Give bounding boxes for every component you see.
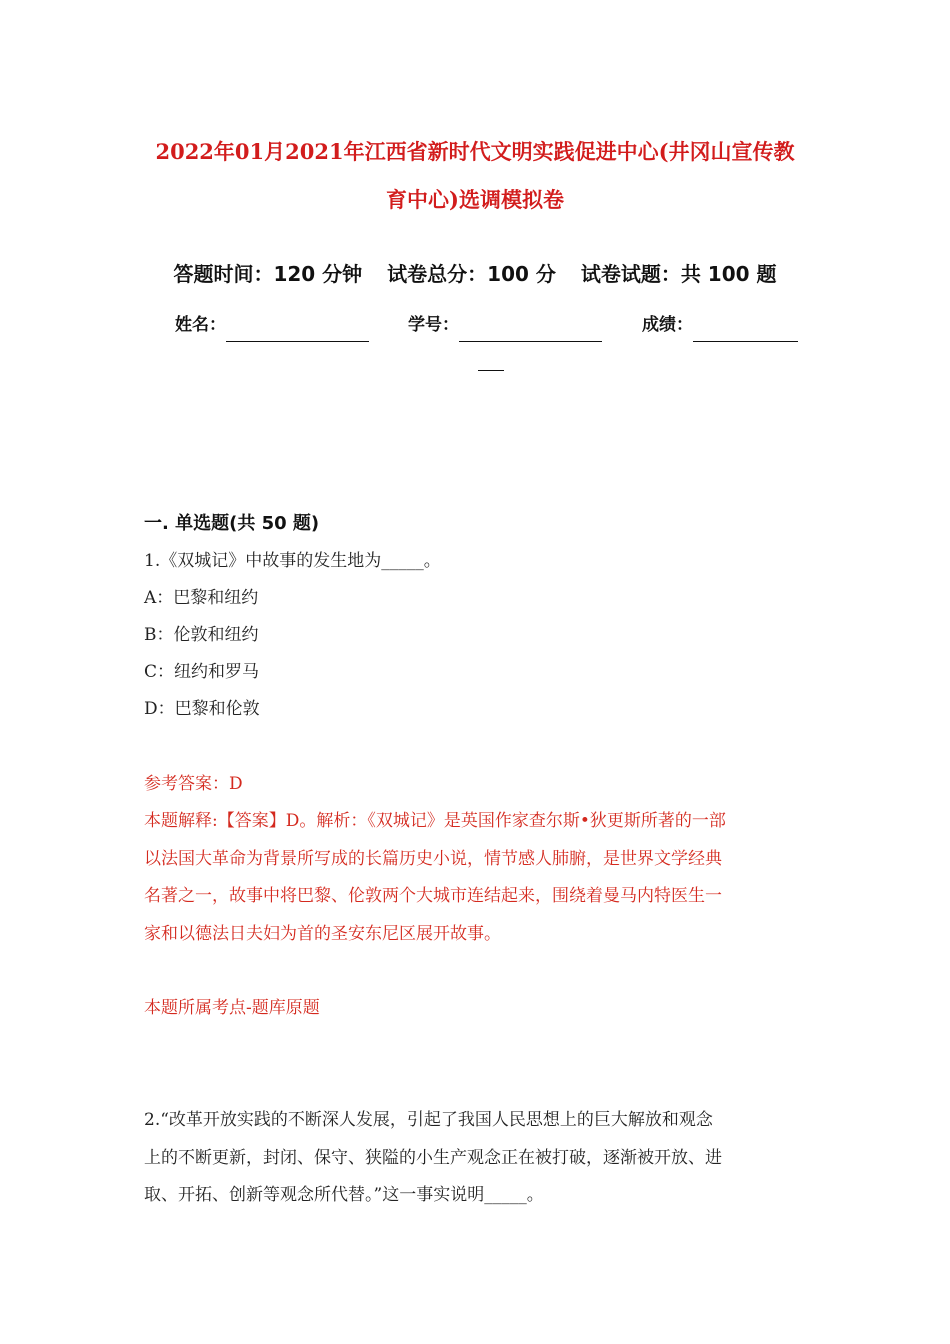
question-2-stem-line-2: 上的不断更新，封闭、保守、狭隘的小生产观念正在被打破，逐渐被开放、进 bbox=[144, 1148, 722, 1168]
student-id-label: 学号： bbox=[408, 315, 459, 335]
student-id-field bbox=[408, 308, 602, 342]
question-1-option-c: C：纽约和罗马 bbox=[144, 662, 260, 682]
question-1-explanation-line-2: 以法国大革命为背景所写成的长篇历史小说，情节感人肺腑，是世界文学经典 bbox=[144, 849, 722, 869]
student-id-blank[interactable] bbox=[459, 319, 602, 342]
question-1-knowledge-point: 本题所属考点-题库原题 bbox=[144, 998, 320, 1018]
question-1-explanation-line-4: 家和以德法日夫妇为首的圣安东尼区展开故事。 bbox=[144, 924, 501, 944]
name-blank[interactable] bbox=[226, 319, 369, 342]
question-2-stem-line-3: 取、开拓、创新等观念所代替。”这一事实说明_____。 bbox=[144, 1185, 544, 1205]
question-1-explanation-line-3: 名著之一，故事中将巴黎、伦敦两个大城市连结起来，围绕着曼马内特医生一 bbox=[144, 886, 722, 906]
question-2-stem-line-1: 2.“改革开放实践的不断深人发展，引起了我国人民思想上的巨大解放和观念 bbox=[144, 1110, 713, 1130]
section-heading: 一. 单选题(共 50 题) bbox=[144, 513, 320, 534]
question-1-explanation-line-1: 本题解释:【答案】D。解析：《双城记》是英国作家查尔斯•狄更斯所著的一部 bbox=[144, 811, 726, 831]
question-1-option-d: D：巴黎和伦敦 bbox=[144, 699, 260, 719]
exam-total-score: 试卷总分：100 分 bbox=[387, 262, 556, 286]
score-label: 成绩： bbox=[642, 315, 693, 335]
exam-time: 答题时间：120 分钟 bbox=[173, 262, 363, 286]
name-field bbox=[175, 308, 369, 342]
score-field bbox=[642, 308, 798, 342]
question-1-option-a: A：巴黎和纽约 bbox=[144, 588, 259, 608]
score-blank[interactable] bbox=[693, 319, 798, 342]
question-1-stem: 1.《双城记》中故事的发生地为_____。 bbox=[144, 551, 441, 571]
exam-meta bbox=[100, 256, 850, 292]
exam-question-count: 试卷试题：共 100 题 bbox=[580, 262, 777, 286]
question-1-answer: 参考答案：D bbox=[144, 774, 243, 794]
name-label: 姓名： bbox=[175, 315, 226, 335]
exam-title-line-2: 育中心)选调模拟卷 bbox=[386, 187, 564, 212]
question-1-option-b: B：伦敦和纽约 bbox=[144, 625, 259, 645]
exam-title-line-1: 2022年01月2021年江西省新时代文明实践促进中心(井冈山宣传教 bbox=[155, 139, 795, 164]
score-blank-continuation bbox=[478, 348, 504, 371]
